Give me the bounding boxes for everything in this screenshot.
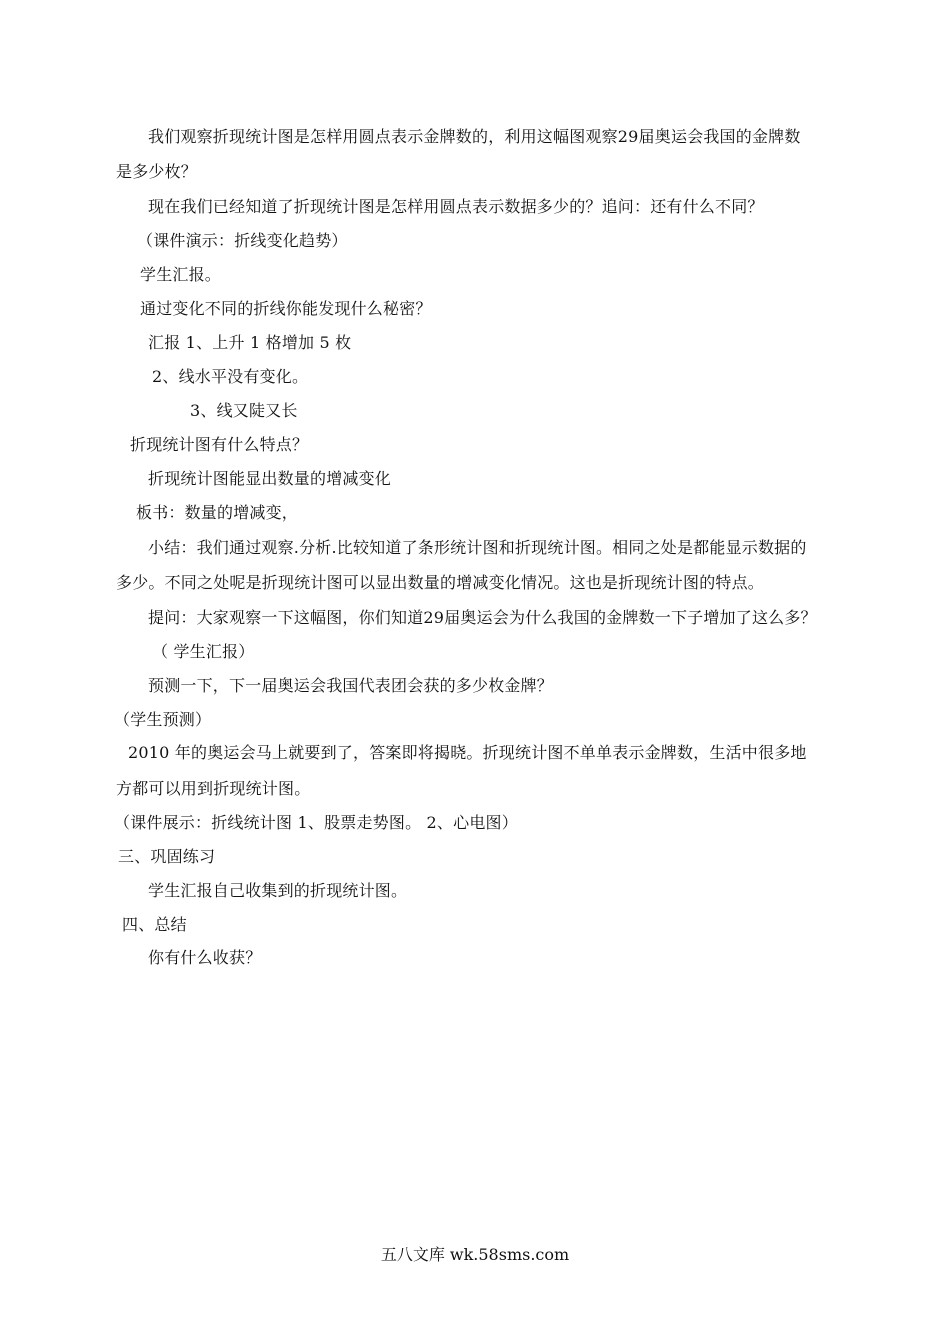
- section-heading: 三、巩固练习: [118, 847, 216, 866]
- paragraph-line: （ 学生汇报）: [152, 642, 255, 661]
- paragraph-line: 学生汇报。: [140, 265, 222, 284]
- section-heading: 四、总结: [122, 915, 187, 934]
- paragraph-line: （学生预测）: [114, 710, 212, 729]
- paragraph-line: 折现统计图能显出数量的增减变化: [148, 469, 392, 488]
- paragraph-line: 小结：我们通过观察.分析.比较知道了条形统计图和折现统计图。相同之处是都能显示数据的: [148, 538, 807, 557]
- paragraph-line: 多少。不同之处呢是折现统计图可以显出数量的增减变化情况。这也是折现统计图的特点。: [116, 573, 765, 592]
- paragraph-line: （课件展示：折线统计图 1、股票走势图。 2、心电图）: [114, 813, 518, 832]
- paragraph-line: 提问：大家观察一下这幅图，你们知道29届奥运会为什么我国的金牌数一下子增加了这么多？: [148, 608, 817, 627]
- paragraph-line: 折现统计图有什么特点？: [130, 435, 309, 454]
- paragraph-line: 学生汇报自己收集到的折现统计图。: [148, 881, 408, 900]
- footer-watermark: 五八文库 wk.58sms.com: [380, 1245, 570, 1264]
- paragraph-line: 3、线又陡又长: [190, 401, 298, 420]
- paragraph-line: （课件演示：折线变化趋势）: [137, 231, 348, 250]
- paragraph-line: 板书：数量的增减变，: [136, 503, 299, 522]
- paragraph-line: 方都可以用到折现统计图。: [116, 779, 311, 798]
- paragraph-line: 2010 年的奥运会马上就要到了，答案即将揭晓。折现统计图不单单表示金牌数，生活中很多地: [128, 743, 807, 762]
- paragraph-line: 现在我们已经知道了折现统计图是怎样用圆点表示数据多少的？追问：还有什么不同？: [148, 197, 764, 216]
- paragraph-line: 我们观察折现统计图是怎样用圆点表示金牌数的，利用这幅图观察29届奥运会我国的金牌数: [148, 127, 801, 146]
- paragraph-line: 是多少枚？: [116, 162, 198, 181]
- paragraph-line: 你有什么收获？: [148, 948, 262, 967]
- paragraph-line: 通过变化不同的折线你能发现什么秘密？: [140, 299, 432, 318]
- paragraph-line: 2、线水平没有变化。: [152, 367, 309, 386]
- paragraph-line: 汇报 1、上升 1 格增加 5 枚: [148, 333, 352, 352]
- paragraph-line: 预测一下，下一届奥运会我国代表团会获的多少枚金牌？: [148, 676, 554, 695]
